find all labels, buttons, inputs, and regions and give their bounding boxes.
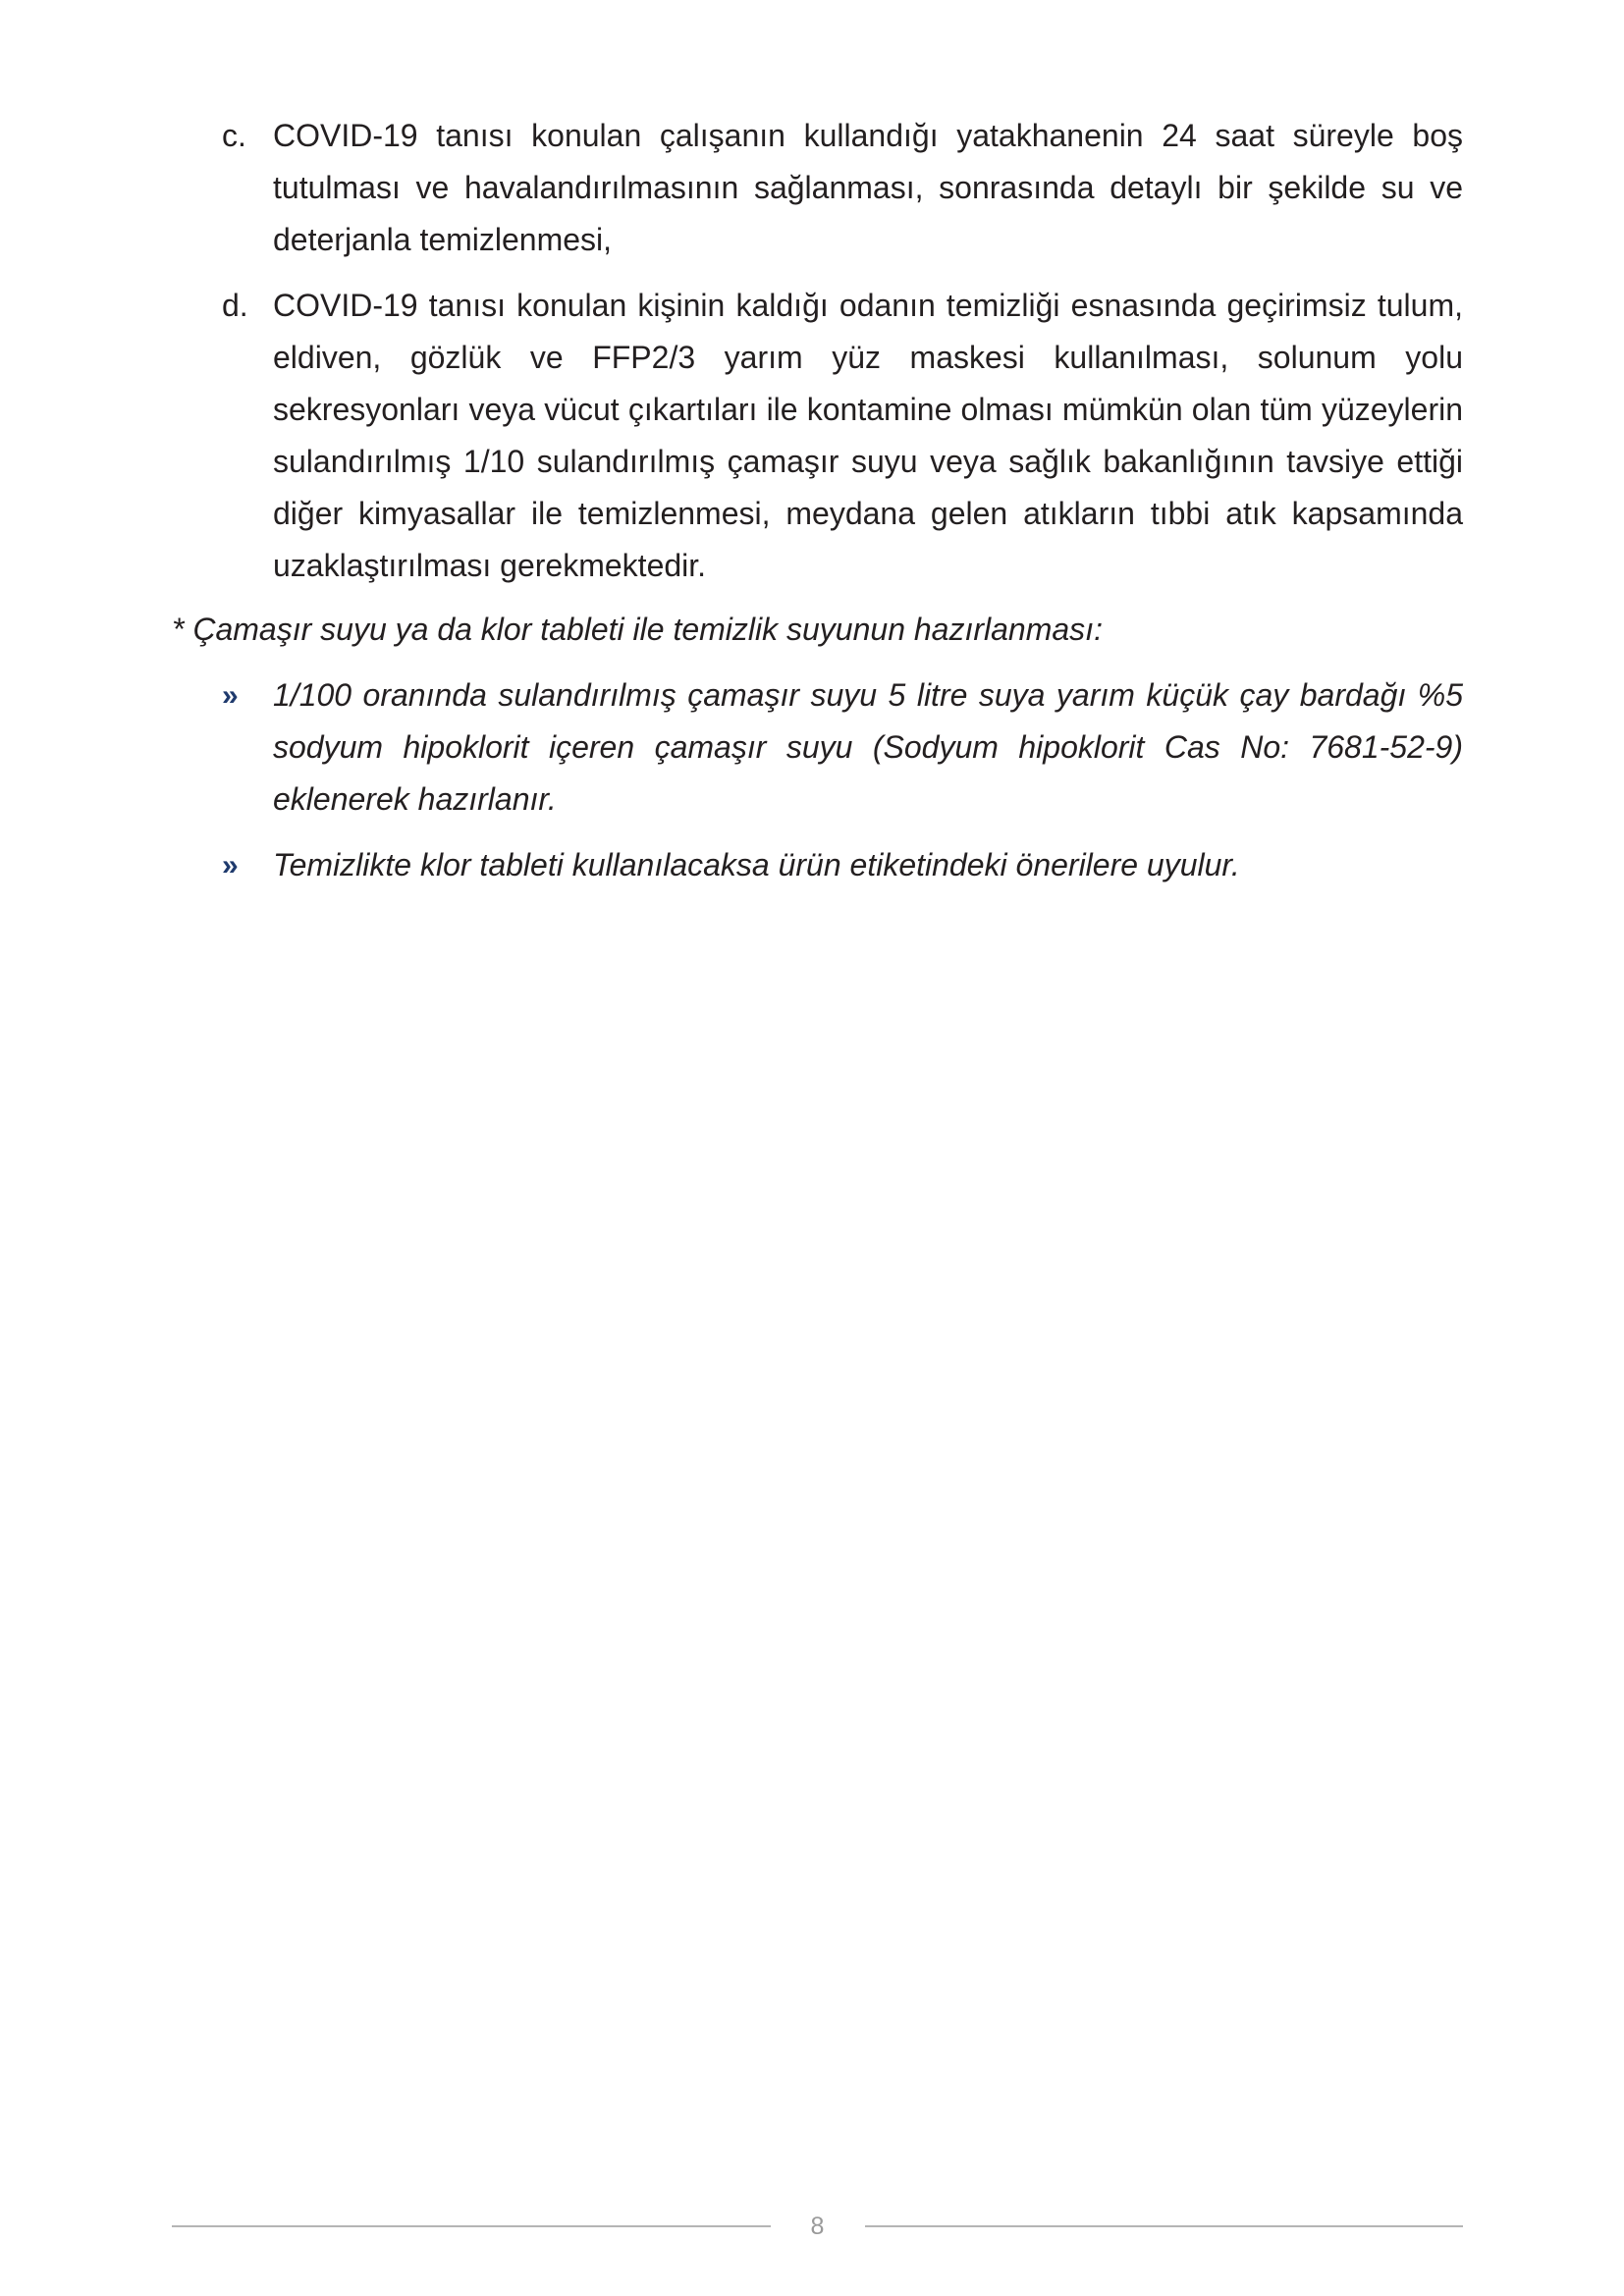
- bullet-text: 1/100 oranında sulandırılmış çamaşır suyu 5 litre suya yarım küçük çay bardağı %5 sodyum hipoklorit içeren çamaşır suyu (Sodyum hipoklorit Cas No: 7681-52-9) eklenerek hazırlanır.: [273, 677, 1463, 817]
- list-marker: d.: [222, 288, 248, 323]
- list-item-d: [222, 280, 1463, 592]
- document-body: [172, 110, 1463, 905]
- footer-rule-right: [865, 2225, 1464, 2227]
- note-heading: * Çamaşır suyu ya da klor tableti ile temizlik suyunun hazırlanması:: [172, 612, 1103, 647]
- list-item-text: COVID-19 tanısı konulan çalışanın kullandığı yatakhanenin 24 saat süreyle boş tutulması ve havalandırılmasının sağlanması, sonrasında detaylı bir şekilde su ve deterjanla temizlenmesi,: [273, 118, 1463, 257]
- bullet-item: [222, 839, 1463, 891]
- page-number: 8: [810, 2212, 825, 2240]
- bullet-text: Temizlikte klor tableti kullanılacaksa ürün etiketindeki önerilere uyulur.: [273, 847, 1240, 882]
- footer-rule-left: [172, 2225, 771, 2227]
- list-item-text: COVID-19 tanısı konulan kişinin kaldığı odanın temizliği esnasında geçirimsiz tulum, eldiven, gözlük ve FFP2/3 yarım yüz maskesi kullanılması, solunum yolu sekresyonları veya vücut çıkartıları ile kontamine olması mümkün olan tüm yüzeylerin sulandırılmış 1/10 sulandırılmış çamaşır suyu veya sağlık bakanlığının tavsiye ettiği diğer kimyasallar ile temizlenmesi, meydana gelen atıkların tıbbi atık kapsamında uzaklaştırılması gerekmektedir.: [273, 288, 1463, 583]
- list-marker: c.: [222, 118, 246, 153]
- bullet-item: [222, 669, 1463, 826]
- double-chevron-right-icon: »: [222, 679, 239, 712]
- double-chevron-right-icon: »: [222, 849, 239, 881]
- list-item-c: [222, 110, 1463, 266]
- page-footer: [172, 2207, 1463, 2246]
